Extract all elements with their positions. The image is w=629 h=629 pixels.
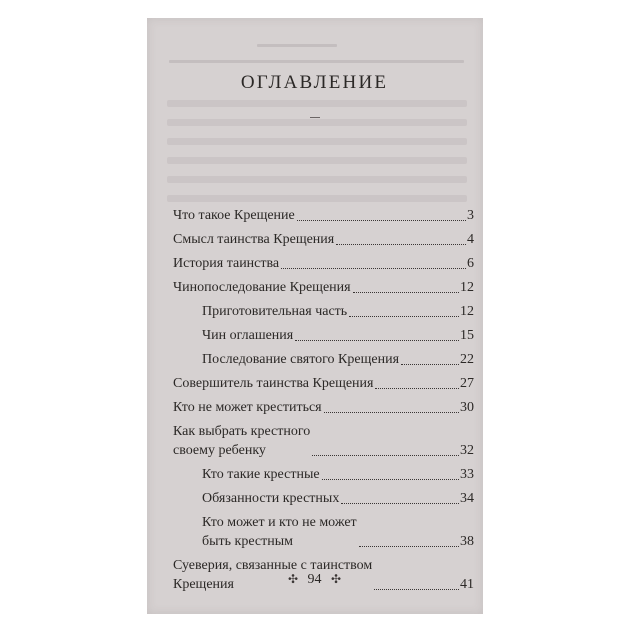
toc-entry-page: 33 (460, 467, 474, 482)
toc-entry-title: Кто такие крестные (202, 467, 320, 482)
toc-entry-title-line: Как выбрать крестного (173, 424, 311, 439)
toc-entry-title (173, 422, 310, 460)
toc-entry-title: Чин оглашения (202, 328, 294, 343)
show-through-line (167, 119, 467, 126)
toc-entry-title (202, 513, 357, 551)
toc-entry-title: Смысл таинства Крещения (173, 232, 335, 247)
toc-entry-title: История таинства (173, 256, 280, 271)
ornament-right-icon: ✣ (331, 572, 342, 586)
toc-entry (173, 326, 474, 345)
page-footer (0, 572, 629, 588)
toc-entry-page: 12 (460, 304, 474, 319)
toc-entry (173, 489, 474, 508)
toc-entry-title-line: Суеверия, связанные с таинством (173, 558, 373, 573)
toc-entry (173, 513, 474, 551)
show-through-line (167, 138, 467, 145)
page-number: 94 (307, 572, 322, 587)
toc-heading: ОГЛАВЛЕНИЕ (240, 72, 389, 93)
show-through-line (167, 157, 467, 164)
toc-entry-page: 12 (460, 280, 474, 295)
toc-entry-title: Что такое Крещение (173, 208, 295, 223)
toc-entry (173, 350, 474, 369)
toc-entry (173, 206, 474, 225)
toc-entry (173, 398, 474, 417)
table-of-contents (173, 206, 474, 599)
toc-leader-dots (374, 589, 459, 590)
show-through-line (167, 195, 467, 202)
toc-entry-title: Последование святого Крещения (202, 352, 400, 367)
toc-leader-dots (375, 388, 459, 389)
show-through-bar (257, 44, 337, 47)
toc-leader-dots (297, 220, 466, 221)
toc-entry-title-line: своему ребенку (173, 443, 266, 458)
ornament-left-icon: ✣ (287, 572, 298, 586)
show-through-line (167, 176, 467, 183)
toc-leader-dots (349, 316, 459, 317)
toc-entry (173, 302, 474, 321)
toc-leader-dots (322, 479, 459, 480)
toc-leader-dots (295, 340, 459, 341)
toc-entry-title-line: быть крестным (202, 534, 293, 549)
toc-entry-page: 3 (467, 208, 474, 223)
show-through-bar (169, 60, 464, 63)
toc-entry (173, 422, 474, 460)
toc-entry (173, 254, 474, 273)
toc-leader-dots (341, 503, 459, 504)
toc-leader-dots (312, 455, 459, 456)
toc-entry (173, 465, 474, 484)
toc-entry-page: 22 (460, 352, 474, 367)
toc-leader-dots (324, 412, 459, 413)
toc-entry-title-line: Крещения (173, 577, 234, 592)
toc-entry-title: Приготовительная часть (202, 304, 348, 319)
toc-leader-dots (353, 292, 459, 293)
toc-leader-dots (359, 546, 459, 547)
toc-entry-page: 4 (467, 232, 474, 247)
show-through-line (167, 100, 467, 107)
toc-leader-dots (281, 268, 466, 269)
toc-entry-page: 34 (460, 491, 474, 506)
toc-entry-page: 38 (460, 534, 474, 549)
toc-entry-title: Кто не может креститься (173, 400, 322, 415)
toc-leader-dots (336, 244, 466, 245)
toc-entry (173, 374, 474, 393)
heading-ornament-line (310, 117, 320, 118)
toc-entry-title: Обязанности крестных (202, 491, 340, 506)
toc-leader-dots (401, 364, 459, 365)
toc-entry-title-line: Кто может и кто не может (202, 515, 357, 530)
toc-entry-page: 32 (460, 443, 474, 458)
toc-entry-page: 15 (460, 328, 474, 343)
toc-entry-title: Совершитель таинства Крещения (173, 376, 374, 391)
toc-entry-page: 30 (460, 400, 474, 415)
toc-entry-page: 27 (460, 376, 474, 391)
toc-entry-page: 6 (467, 256, 474, 271)
toc-entry (173, 230, 474, 249)
toc-entry-page: 41 (460, 577, 474, 592)
toc-entry (173, 278, 474, 297)
toc-entry-title: Чинопоследование Крещения (173, 280, 351, 295)
